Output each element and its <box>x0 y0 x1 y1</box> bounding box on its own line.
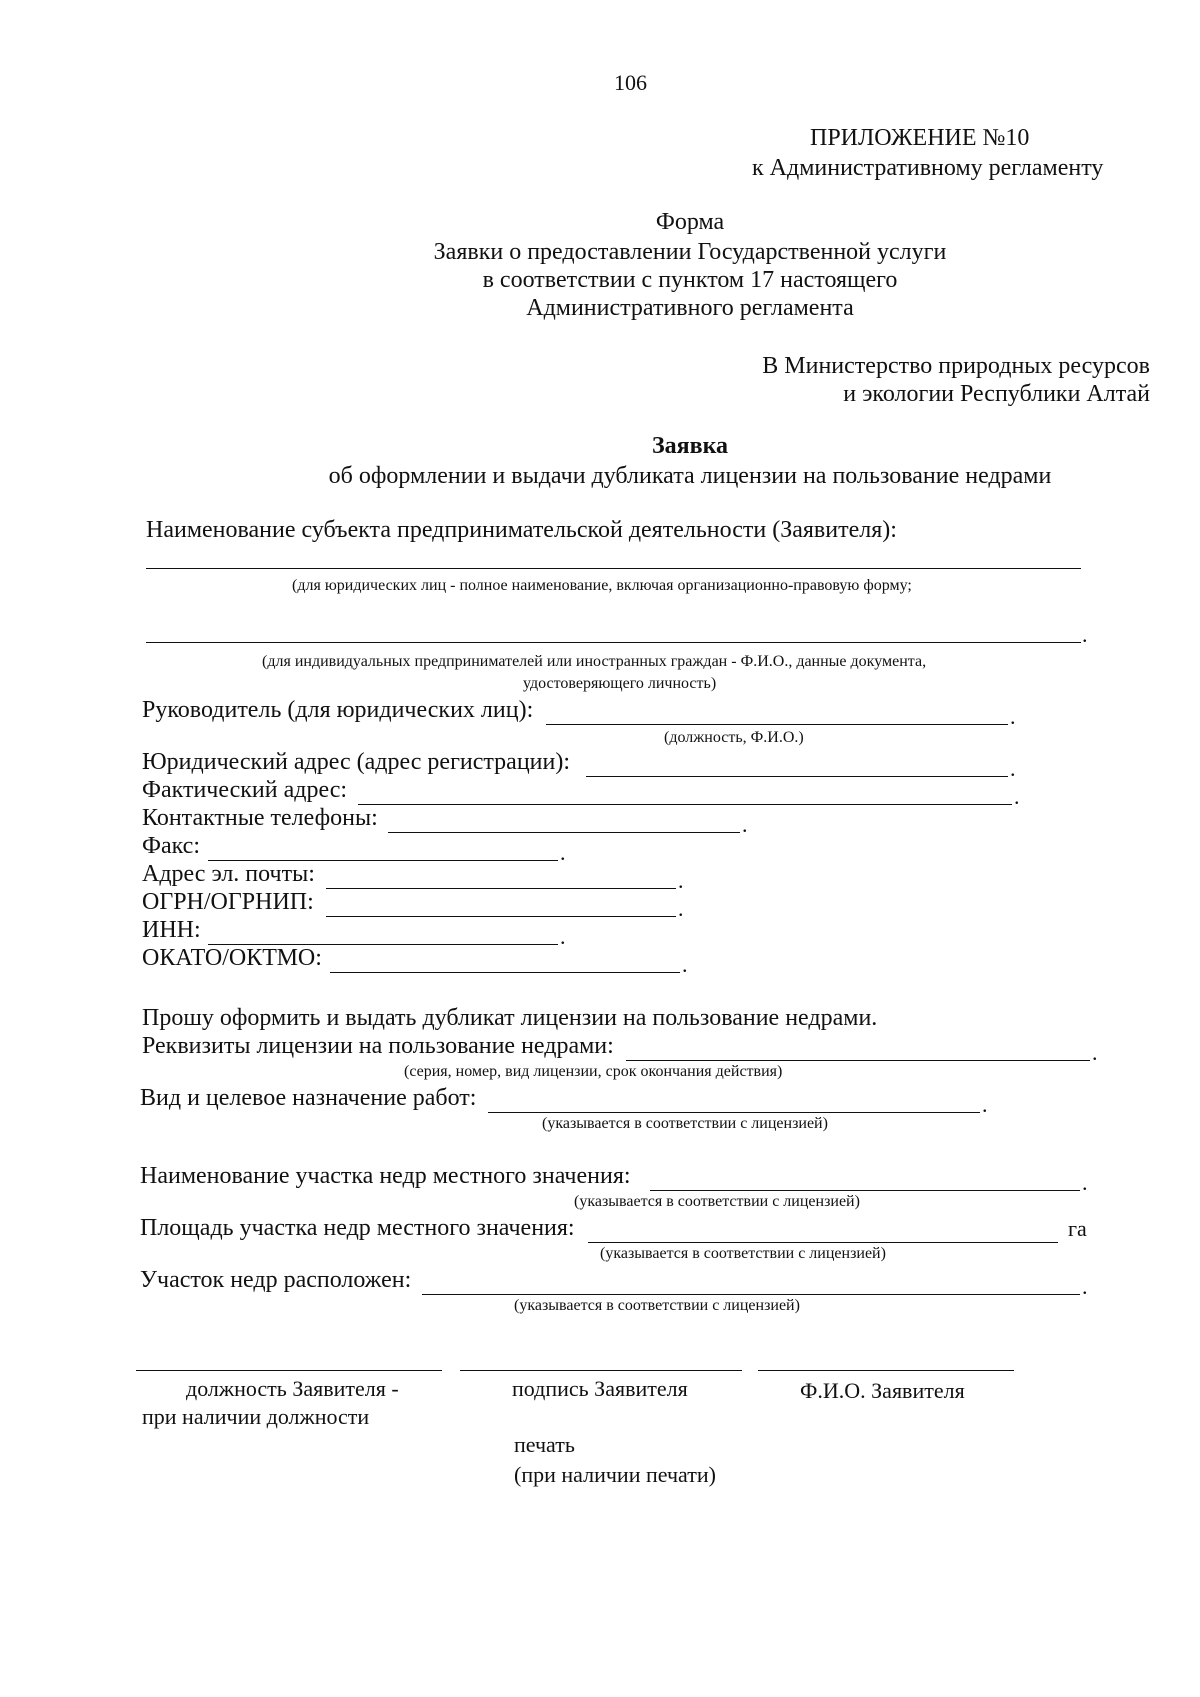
plot-name-field-line[interactable] <box>650 1190 1080 1191</box>
email-period: . <box>678 868 684 893</box>
form-caption-line4: Административного регламента <box>526 295 854 321</box>
actual-address-label: Фактический адрес: <box>142 777 348 803</box>
actual-address-field-line[interactable] <box>358 804 1012 805</box>
phones-field-line[interactable] <box>388 832 740 833</box>
applicant-hint-individual-2: удостоверяющего личность) <box>523 675 717 692</box>
okato-period: . <box>682 952 688 977</box>
work-type-field-line[interactable] <box>488 1112 980 1113</box>
head-hint: (должность, Ф.И.О.) <box>664 729 804 746</box>
phones-period: . <box>742 812 748 837</box>
applicant-name-period: . <box>1082 622 1088 647</box>
fax-period: . <box>560 840 566 865</box>
applicant-name-line-2[interactable] <box>146 642 1081 643</box>
plot-location-label: Участок недр расположен: <box>140 1267 412 1293</box>
work-type-label: Вид и целевое назначение работ: <box>140 1085 477 1111</box>
license-details-period: . <box>1092 1040 1098 1065</box>
fax-label: Факс: <box>142 833 200 859</box>
addressee-line1: В Министерство природных ресурсов <box>762 353 1150 379</box>
addressee-line2: и экологии Республики Алтай <box>843 381 1150 407</box>
head-label: Руководитель (для юридических лиц): <box>142 697 534 723</box>
ogrn-label: ОГРН/ОГРНИП: <box>142 889 314 915</box>
stamp-caption-line1: печать <box>514 1432 575 1457</box>
plot-name-label: Наименование участка недр местного значения: <box>140 1163 631 1189</box>
okato-field-line[interactable] <box>330 972 680 973</box>
position-caption-line2: при наличии должности <box>142 1404 370 1429</box>
page-number: 106 <box>614 70 647 95</box>
applicant-label: Наименование субъекта предпринимательской деятельности (Заявителя): <box>146 517 897 543</box>
legal-address-period: . <box>1010 756 1016 781</box>
plot-area-hint: (указывается в соответствии с лицензией) <box>600 1245 886 1262</box>
form-caption-line3: в соответствии с пунктом 17 настоящего <box>482 267 898 293</box>
okato-label: ОКАТО/ОКТМО: <box>142 945 322 971</box>
plot-area-unit: га <box>1068 1216 1087 1241</box>
plot-name-hint: (указывается в соответствии с лицензией) <box>574 1193 860 1210</box>
legal-address-label: Юридический адрес (адрес регистрации): <box>142 749 571 775</box>
ogrn-period: . <box>678 896 684 921</box>
ogrn-field-line[interactable] <box>326 916 676 917</box>
plot-name-period: . <box>1082 1170 1088 1195</box>
license-details-label: Реквизиты лицензии на пользование недрами: <box>142 1033 614 1059</box>
license-details-hint: (серия, номер, вид лицензии, срок окончания действия) <box>404 1063 783 1080</box>
plot-location-period: . <box>1082 1274 1088 1299</box>
signature-caption: подпись Заявителя <box>512 1376 688 1401</box>
plot-location-field-line[interactable] <box>422 1294 1080 1295</box>
signature-line[interactable] <box>460 1370 742 1371</box>
position-caption-line1: должность Заявителя - <box>186 1376 399 1401</box>
actual-address-period: . <box>1014 784 1020 809</box>
applicant-hint-legal: (для юридических лиц - полное наименование, включая организационно-правовую форму; <box>292 577 912 594</box>
application-title: Заявка <box>651 433 729 459</box>
email-field-line[interactable] <box>326 888 676 889</box>
appendix-title: ПРИЛОЖЕНИЕ №10 <box>810 125 1030 151</box>
position-signature-line[interactable] <box>136 1370 442 1371</box>
application-subtitle: об оформлении и выдачи дубликата лицензии на пользование недрами <box>328 463 1052 489</box>
head-period: . <box>1010 704 1016 729</box>
phones-label: Контактные телефоны: <box>142 805 378 831</box>
legal-address-field-line[interactable] <box>586 776 1008 777</box>
license-details-field-line[interactable] <box>626 1060 1090 1061</box>
plot-area-label: Площадь участка недр местного значения: <box>140 1215 575 1241</box>
stamp-caption-line2: (при наличии печати) <box>514 1462 716 1487</box>
work-type-period: . <box>982 1092 988 1117</box>
request-text: Прошу оформить и выдать дубликат лицензии на пользование недрами. <box>142 1005 878 1031</box>
name-signature-line[interactable] <box>758 1370 1014 1371</box>
appendix-subtitle: к Административному регламенту <box>752 155 1104 181</box>
head-field-line[interactable] <box>546 724 1008 725</box>
name-caption: Ф.И.О. Заявителя <box>800 1378 965 1403</box>
inn-period: . <box>560 924 566 949</box>
work-type-hint: (указывается в соответствии с лицензией) <box>542 1115 828 1132</box>
form-caption-line2: Заявки о предоставлении Государственной услуги <box>433 239 947 265</box>
email-label: Адрес эл. почты: <box>142 861 315 887</box>
form-caption-line1: Форма <box>655 209 725 235</box>
applicant-name-line-1[interactable] <box>146 568 1081 569</box>
plot-area-field-line[interactable] <box>588 1242 1058 1243</box>
applicant-hint-individual-1: (для индивидуальных предпринимателей или иностранных граждан - Ф.И.О., данные документа, <box>262 653 927 670</box>
plot-location-hint: (указывается в соответствии с лицензией) <box>514 1297 800 1314</box>
inn-label: ИНН: <box>142 917 201 943</box>
